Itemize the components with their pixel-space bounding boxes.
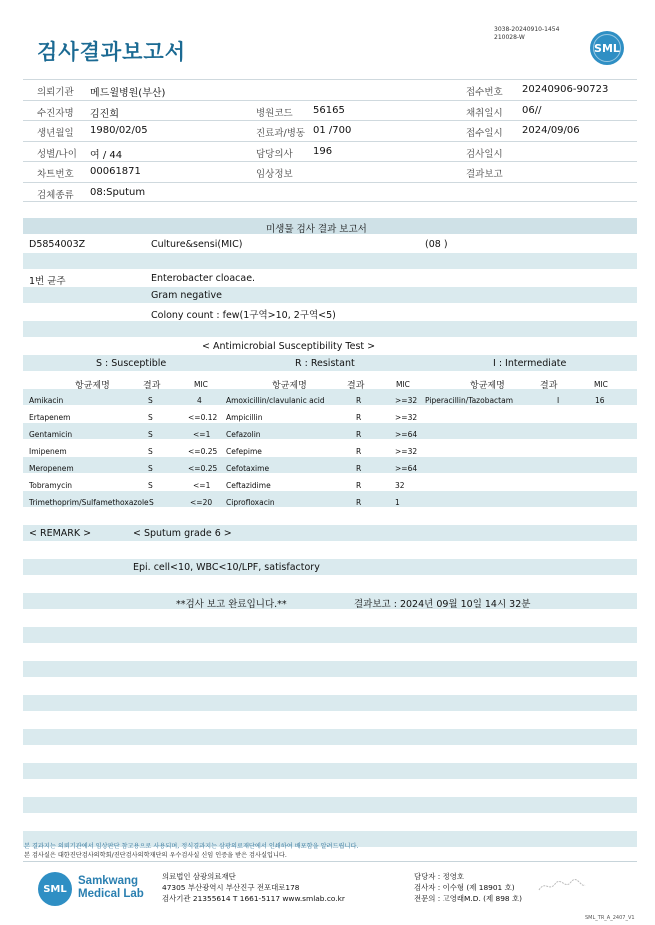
ast-mic: <=1 (193, 481, 211, 490)
ast-result: R (356, 447, 362, 456)
ast-result: R (356, 396, 362, 405)
info-row (23, 120, 637, 141)
col-drug-header: 항균제명 (470, 381, 505, 391)
colony-count: Colony count : few(1구역>10, 2구역<5) (151, 310, 336, 321)
row-band (23, 253, 637, 269)
ast-drug: Ciprofloxacin (226, 498, 275, 507)
ast-drug: Tobramycin (29, 481, 73, 490)
ast-drug: Cefotaxime (226, 464, 270, 473)
dept-label: 진료과/병동 (256, 128, 306, 139)
footer-note-1: 본 결과지는 의뢰기관에서 임상판단 참고용으로 사용되며, 정식결과지는 삼광의료재단에서 인쇄하여 배포함을 알려드립니다. (24, 843, 359, 850)
test-sub: (08 ) (425, 239, 448, 250)
org-line-2: 47305 부산광역시 부산진구 전포대로178 (162, 883, 300, 892)
col-drug-header: 항균제명 (272, 381, 307, 391)
ast-mic: 4 (197, 396, 202, 405)
ast-drug: Ceftazidime (226, 481, 271, 490)
col-result-header: 결과 (347, 381, 365, 391)
info-row (23, 100, 637, 121)
col-mic-header: MIC (594, 380, 608, 389)
patient-label: 수진자명 (37, 107, 74, 119)
row-band (23, 661, 637, 677)
ast-result: S (149, 498, 154, 507)
organism-label: 1번 균주 (29, 276, 66, 287)
hosp-code-label: 병원코드 (256, 107, 293, 119)
page-title: 검사결과보고서 (37, 40, 187, 64)
legend-intermediate: I : Intermediate (493, 358, 567, 369)
footer-divider (23, 861, 637, 862)
ast-drug: Ampicillin (226, 413, 263, 422)
ast-mic: <=0.12 (188, 413, 218, 422)
doc-code-line-1: 3038-20240910-1454 (494, 26, 560, 33)
row-band (23, 559, 637, 575)
hosp-code-value: 56165 (313, 104, 345, 116)
receipt-no-value: 20240906-90723 (522, 84, 609, 95)
info-row (23, 141, 637, 162)
row-band (23, 457, 637, 473)
info-row (23, 161, 637, 182)
receipt-date-label: 접수일시 (466, 128, 503, 139)
org-line-3: 검사기관 21355614 T 1661-5117 www.smlab.co.kr (162, 894, 345, 903)
report-label: 결과보고 (466, 169, 503, 180)
hospital-label: 의뢰기관 (37, 87, 74, 98)
remark-label: < REMARK > (29, 528, 92, 539)
receipt-no-label: 접수번호 (466, 87, 503, 98)
specimen-value: 08:Sputum (90, 186, 146, 198)
brand-line-1: Samkwang (78, 875, 139, 887)
organism-name: Enterobacter cloacae. (151, 273, 256, 284)
dob-label: 생년월일 (37, 128, 74, 139)
section-title: 미생물 검사 결과 보고서 (266, 224, 367, 235)
row-band (23, 729, 637, 745)
ast-drug: Piperacillin/Tazobactam (425, 396, 514, 405)
form-code: SML_TR_A_2407_V1 (585, 915, 635, 921)
org-line-1: 의료법인 삼광의료재단 (162, 872, 236, 881)
ast-result: S (148, 413, 153, 422)
row-band (23, 763, 637, 779)
col-result-header: 결과 (540, 381, 558, 391)
sml-footer-logo: SML (38, 872, 72, 906)
col-mic-header: MIC (396, 380, 410, 389)
dept-value: 01 /700 (313, 125, 352, 136)
ast-mic: <=0.25 (188, 447, 218, 456)
ast-result: S (148, 447, 153, 456)
row-band (23, 695, 637, 711)
collect-label: 채취일시 (466, 107, 503, 119)
report-complete: **검사 보고 완료입니다.** (176, 599, 287, 610)
col-result-header: 결과 (143, 381, 161, 391)
sexage-label: 성별/나이 (37, 148, 77, 160)
ast-result: R (356, 498, 362, 507)
col-drug-header: 항균제명 (75, 381, 110, 391)
ast-result: S (148, 464, 153, 473)
report-time: 결과보고 : 2024년 09월 10일 14시 32분 (354, 599, 531, 610)
doctor-value: 196 (313, 145, 333, 157)
ast-mic: >=32 (395, 396, 418, 405)
document-code (494, 26, 559, 42)
ast-result: S (148, 430, 153, 439)
legend-resistant: R : Resistant (295, 358, 355, 369)
ast-mic: <=1 (193, 430, 211, 439)
collect-value: 06// (522, 104, 542, 116)
remark-text: Epi. cell<10, WBC<10/LPF, satisfactory (133, 562, 320, 573)
ast-result: R (356, 430, 362, 439)
doctor-label: 담당의사 (256, 148, 293, 160)
row-band (23, 287, 637, 303)
footer-note-2: 본 검사실은 대한진단검사의학회/진단검사의학재단의 우수검사실 신임 인증을 받은 검사실입니다. (24, 852, 287, 859)
specimen-label: 검체종류 (37, 189, 74, 201)
dob-value: 1980/02/05 (90, 125, 148, 136)
ast-mic: 32 (395, 481, 405, 490)
info-row (23, 182, 637, 203)
remark-title: < Sputum grade 6 > (133, 528, 232, 539)
ast-drug: Trimethoprim/Sulfamethoxazole (29, 498, 149, 507)
ast-result: R (356, 464, 362, 473)
ast-result: R (356, 481, 362, 490)
ast-result: I (557, 396, 560, 405)
patient-value: 김진희 (90, 108, 119, 120)
doc-code-line-2: 210028-W (494, 34, 525, 41)
ast-result: S (148, 396, 153, 405)
ast-drug: Amikacin (29, 396, 64, 405)
row-band (23, 389, 637, 405)
test-name: Culture&sensi(MIC) (151, 239, 243, 250)
test-code: D5854003Z (29, 239, 86, 250)
ast-mic: 16 (595, 396, 605, 405)
ast-result: S (148, 481, 153, 490)
sexage-value: 여 / 44 (90, 149, 123, 161)
ast-mic: <=0.25 (188, 464, 218, 473)
legend-susceptible: S : Susceptible (96, 358, 167, 369)
chart-label: 차트번호 (37, 169, 74, 180)
receipt-date-value: 2024/09/06 (522, 125, 580, 136)
signature-image (537, 878, 587, 894)
ast-mic: <=20 (190, 498, 213, 507)
footer-brand (78, 875, 144, 901)
ast-mic: 1 (395, 498, 400, 507)
ast-drug: Ertapenem (29, 413, 71, 422)
row-band (23, 797, 637, 813)
row-band (23, 423, 637, 439)
staff-line-3: 전문의 : 고영래M.D. (제 898 호) (414, 894, 522, 903)
ast-title: < Antimicrobial Susceptibility Test > (202, 341, 376, 352)
row-band (23, 321, 637, 337)
ast-mic: >=64 (395, 464, 418, 473)
ast-mic: >=64 (395, 430, 418, 439)
brand-line-2: Medical Lab (78, 888, 144, 900)
ast-result: R (356, 413, 362, 422)
ast-drug: Gentamicin (29, 430, 73, 439)
staff-line-2: 검사자 : 이수형 (제 18901 호) (414, 883, 515, 892)
ast-drug: Cefazolin (226, 430, 261, 439)
clinical-label: 임상정보 (256, 169, 293, 180)
gram-stain: Gram negative (151, 290, 222, 301)
sml-logo: SML (590, 31, 624, 65)
ast-drug: Amoxicillin/clavulanic acid (226, 396, 325, 405)
ast-mic: >=32 (395, 413, 418, 422)
ast-drug: Imipenem (29, 447, 67, 456)
col-mic-header: MIC (194, 380, 208, 389)
ast-mic: >=32 (395, 447, 418, 456)
row-band (23, 627, 637, 643)
row-band (23, 593, 637, 609)
staff-line-1: 담당자 : 정영호 (414, 872, 465, 881)
ast-drug: Meropenem (29, 464, 74, 473)
test-date-label: 검사일시 (466, 148, 503, 160)
ast-drug: Cefepime (226, 447, 262, 456)
hospital-value: 메드윌병원(부산) (90, 88, 166, 99)
chart-value: 00061871 (90, 166, 141, 177)
patient-info-table (23, 79, 637, 202)
row-band (23, 525, 637, 541)
info-row (23, 79, 637, 100)
